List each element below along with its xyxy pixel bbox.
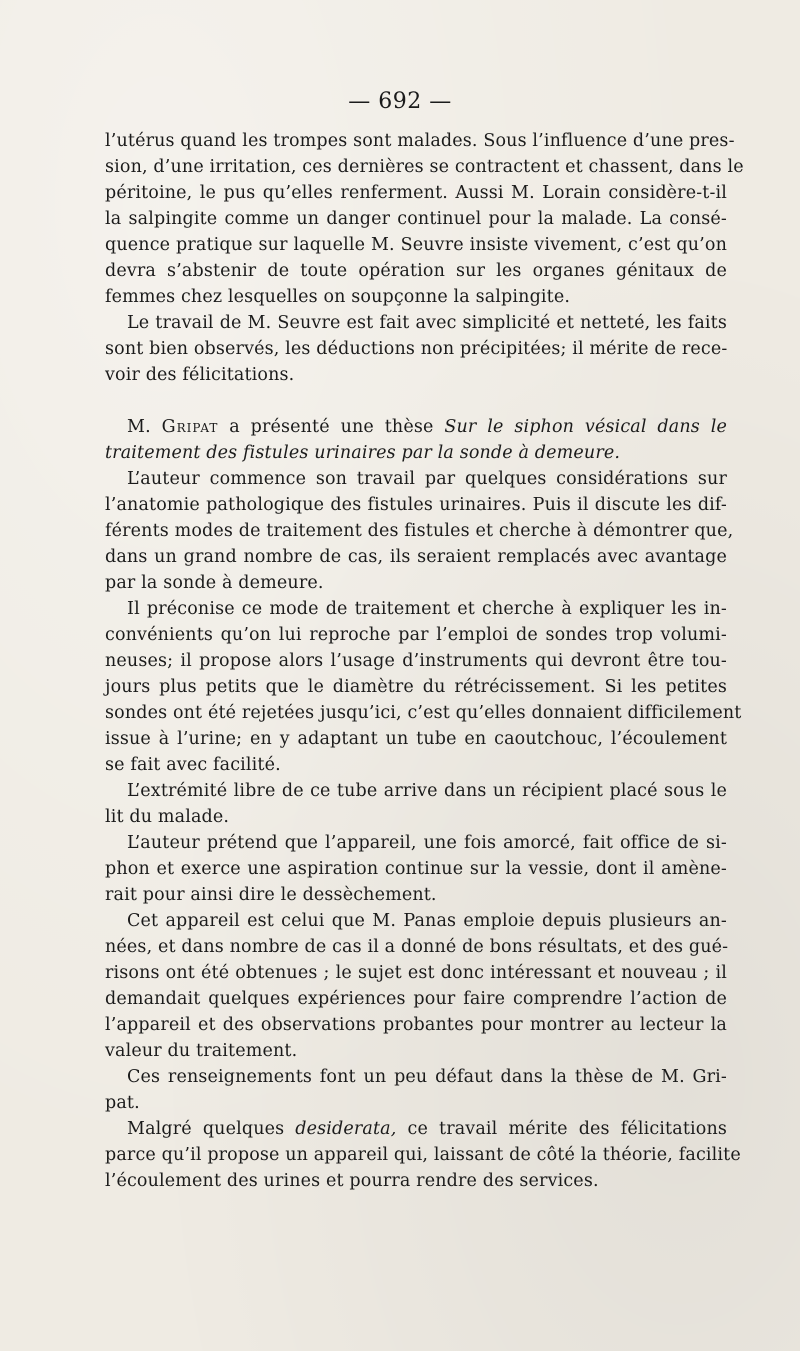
text-line: jours plus petits que le diamètre du rétrécissement. Si les petites [105,677,727,697]
text-line: lit du malade. [105,807,230,827]
text-line: Cet appareil est celui que M. Panas emploie depuis plusieurs an- [127,911,727,931]
paragraph-3 [105,414,727,466]
text-line: Il préconise ce mode de traitement et cherche à expliquer les in- [127,599,727,619]
text-line: dans un grand nombre de cas, ils seraient remplacés avec avantage [105,547,727,567]
text-line: parce qu’il propose un appareil qui, laissant de côté la théorie, facilite [105,1145,741,1165]
text-run: a présenté une thèse [218,417,445,437]
paragraph-9 [105,1064,727,1116]
text-line: demandait quelques expériences pour faire comprendre l’action de [105,989,727,1009]
text-line: convénients qu’on lui reproche par l’emploi de sondes trop volumi- [105,625,727,645]
text-line: neuses; il propose alors l’usage d’instruments qui devront être tou- [105,651,727,671]
text-line: femmes chez lesquelles on soupçonne la salpingite. [105,287,571,307]
text-line: l’appareil et des observations probantes pour montrer au lecteur la [105,1015,727,1035]
paragraph-7 [105,830,727,908]
text-line: pat. [105,1093,140,1113]
text-line: l’écoulement des urines et pourra rendre des services. [105,1171,599,1191]
text-line: sion, d’une irritation, ces dernières se contractent et chassent, dans le [105,157,744,177]
text-line: Ces renseignements font un peu défaut dans la thèse de M. Gri- [127,1067,727,1087]
text-line: L’auteur prétend que l’appareil, une fois amorcé, fait office de si- [127,833,727,853]
text-line: se fait avec facilité. [105,755,281,775]
paragraph-4 [105,466,734,596]
paragraph-1 [105,128,744,310]
text-line: l’anatomie pathologique des fistules urinaires. Puis il discute les dif- [105,495,727,515]
text-run: M. [127,417,162,437]
text-line: devra s’abstenir de toute opération sur les organes génitaux de [105,261,727,281]
body-text [105,128,744,1194]
paragraph-2 [105,310,727,388]
text-line: l’utérus quand les trompes sont malades. Sous l’influence d’une pres- [105,131,735,151]
paragraph-8 [105,908,727,1064]
text-line: voir des félicitations. [105,365,295,385]
text-line: phon et exerce une aspiration continue sur la vessie, dont il amène- [105,859,727,879]
thesis-title: Sur le siphon vésical dans le [444,417,728,437]
text-line [105,414,727,440]
text-line: la salpingite comme un danger continuel pour la malade. La consé- [105,209,727,229]
text-run: Malgré quelques [127,1119,296,1139]
paragraph-10 [105,1116,741,1194]
text-line: Le travail de M. Seuvre est fait avec simplicité et netteté, les faits [127,313,727,333]
text-line: valeur du traitement. [105,1041,298,1061]
text-line: risons ont été obtenues ; le sujet est donc intéressant et nouveau ; il [105,963,727,983]
text-line: L’extrémité libre de ce tube arrive dans un récipient placé sous le [127,781,727,801]
italic-term: desiderata, [295,1119,397,1139]
text-line [105,440,727,466]
text-line [105,1116,727,1142]
text-run: ce travail mérite des félicitations [396,1119,727,1139]
paragraph-6 [105,778,727,830]
text-line: L’auteur commence son travail par quelques considérations sur [127,469,727,489]
thesis-title: traitement des fistules urinaires par la sonde à demeure. [105,443,621,463]
text-line: quence pratique sur laquelle M. Seuvre insiste vivement, c’est qu’on [105,235,727,255]
text-line: par la sonde à demeure. [105,573,324,593]
text-line: péritoine, le pus qu’elles renferment. Aussi M. Lorain considère-t-il [105,183,727,203]
text-line: rait pour ainsi dire le dessèchement. [105,885,437,905]
text-line: nées, et dans nombre de cas il a donné de bons résultats, et des gué- [105,937,729,957]
text-line: sondes ont été rejetées jusqu’ici, c’est qu’elles donnaient difficilement [105,703,742,723]
page-number: — 692 — [348,89,452,114]
author-name: Gripat [161,417,219,437]
text-line: férents modes de traitement des fistules et cherche à démontrer que, [105,521,734,541]
paragraph-5 [105,596,742,778]
text-line: sont bien observés, les déductions non précipitées; il mérite de rece- [105,339,728,359]
section-gap [105,388,727,414]
text-line: issue à l’urine; en y adaptant un tube en caoutchouc, l’écoulement [105,729,727,749]
